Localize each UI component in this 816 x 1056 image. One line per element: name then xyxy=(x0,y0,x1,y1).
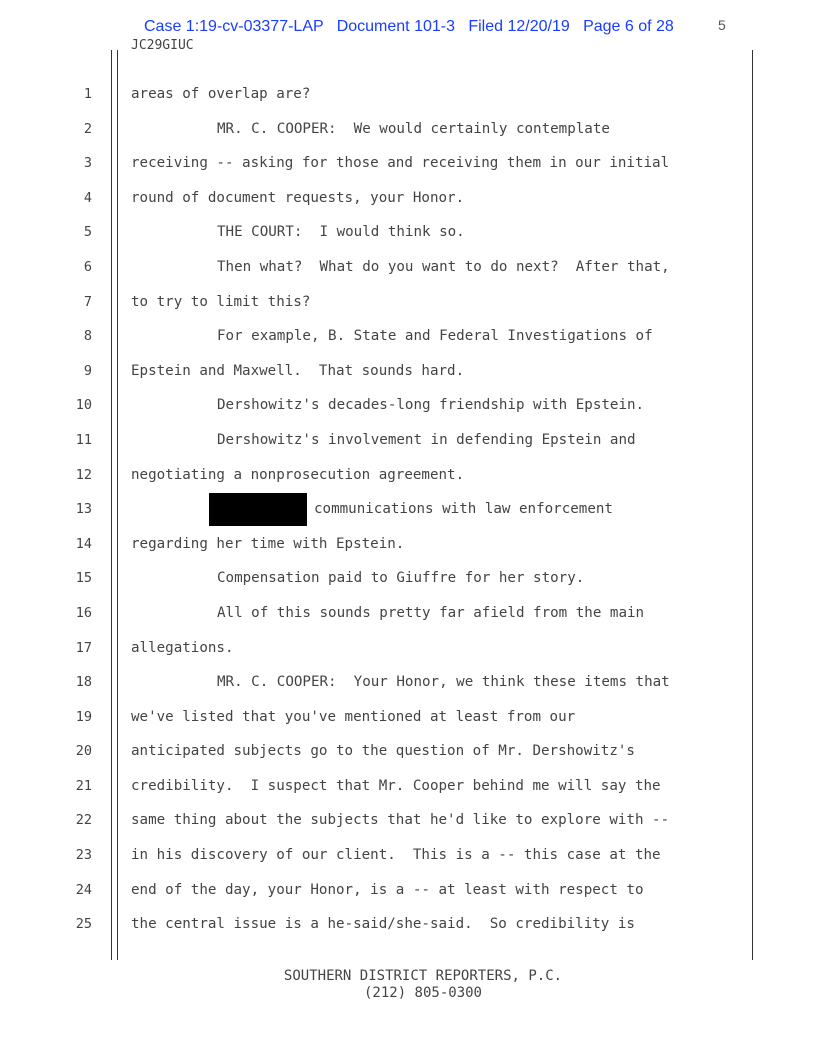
transcript-line xyxy=(0,632,816,667)
line-number: 3 xyxy=(83,155,92,172)
transcript-line xyxy=(0,804,816,839)
line-number: 20 xyxy=(75,743,92,760)
line-number: 7 xyxy=(83,293,92,310)
line-number: 19 xyxy=(75,708,92,725)
line-text: we've listed that you've mentioned at least from our xyxy=(131,708,576,725)
line-number: 23 xyxy=(75,847,92,864)
line-text: to try to limit this? xyxy=(131,293,311,310)
line-text: anticipated subjects go to the question of Mr. Dershowitz's xyxy=(131,743,635,760)
transcript-line xyxy=(0,874,816,909)
line-text: regarding her time with Epstein. xyxy=(131,535,405,552)
transcript-line xyxy=(0,424,816,459)
line-text: Epstein and Maxwell. That sounds hard. xyxy=(131,362,465,379)
transcript-line xyxy=(0,701,816,736)
line-text: same thing about the subjects that he'd like to explore with -- xyxy=(131,812,670,829)
line-number: 21 xyxy=(75,777,92,794)
line-number: 4 xyxy=(83,189,92,206)
line-text: All of this sounds pretty far afield from the main xyxy=(217,604,645,621)
line-number: 16 xyxy=(75,604,92,621)
line-number: 13 xyxy=(75,501,92,518)
line-text: in his discovery of our client. This is a -- this case at the xyxy=(131,847,661,864)
line-text: MR. C. COOPER: Your Honor, we think these items that xyxy=(217,674,670,691)
transcript-line xyxy=(0,908,816,943)
line-text: end of the day, your Honor, is a -- at least with respect to xyxy=(131,881,644,898)
line-number: 15 xyxy=(75,570,92,587)
line-text: negotiating a nonprosecution agreement. xyxy=(131,466,465,483)
transcript-line xyxy=(0,251,816,286)
line-number: 8 xyxy=(83,328,92,345)
line-number: 10 xyxy=(75,397,92,414)
line-text: receiving -- asking for those and receiving them in our initial xyxy=(131,155,670,172)
redaction-box xyxy=(209,493,307,526)
line-text: Dershowitz's decades-long friendship with Epstein. xyxy=(217,397,645,414)
transcript-line xyxy=(0,355,816,390)
transcript-line xyxy=(0,78,816,113)
transcript-line xyxy=(0,459,816,494)
transcript-line xyxy=(0,320,816,355)
line-number: 2 xyxy=(83,120,92,137)
reporter-name: SOUTHERN DISTRICT REPORTERS, P.C. xyxy=(283,968,563,984)
transcript-line xyxy=(0,839,816,874)
line-text: areas of overlap are? xyxy=(131,86,311,102)
transcript-line xyxy=(0,666,816,701)
line-text: round of document requests, your Honor. xyxy=(131,189,465,206)
footer xyxy=(0,968,816,1002)
transcript-line xyxy=(0,286,816,321)
transcript-line xyxy=(0,735,816,770)
transcript-line xyxy=(0,147,816,182)
line-number: 14 xyxy=(75,535,92,552)
transcript-body xyxy=(0,78,816,943)
transcript-line xyxy=(0,182,816,217)
line-text: THE COURT: I would think so. xyxy=(217,224,465,241)
transcript-line xyxy=(0,493,816,528)
transcript-line xyxy=(0,597,816,632)
line-text: Dershowitz's involvement in defending Epstein and xyxy=(217,431,636,448)
line-text: allegations. xyxy=(131,639,234,656)
line-number: 6 xyxy=(83,258,92,275)
line-number: 18 xyxy=(75,674,92,691)
line-number: 11 xyxy=(75,431,92,448)
line-text: For example, B. State and Federal Investigations of xyxy=(217,328,653,345)
transcript-line xyxy=(0,770,816,805)
line-text: MR. C. COOPER: We would certainly contemplate xyxy=(217,120,610,137)
transcript-page-number: 5 xyxy=(718,17,726,33)
line-number: 12 xyxy=(75,466,92,483)
case-code: JC29GIUC xyxy=(131,38,194,53)
line-text: the central issue is a he-said/she-said. So credibility is xyxy=(131,916,635,933)
line-number: 1 xyxy=(83,86,92,102)
line-text: credibility. I suspect that Mr. Cooper behind me will say the xyxy=(131,777,661,794)
line-number: 5 xyxy=(83,224,92,241)
transcript-line xyxy=(0,389,816,424)
line-number: 22 xyxy=(75,812,92,829)
line-text: Compensation paid to Giuffre for her story. xyxy=(217,570,585,587)
transcript-line xyxy=(0,562,816,597)
transcript-line xyxy=(0,113,816,148)
line-text: Then what? What do you want to do next? After that, xyxy=(217,258,670,275)
line-number: 9 xyxy=(83,362,92,379)
line-text: communications with law enforcement xyxy=(314,501,613,518)
reporter-phone: (212) 805-0300 xyxy=(363,985,482,1001)
transcript-line xyxy=(0,528,816,563)
line-number: 25 xyxy=(75,916,92,933)
transcript-line xyxy=(0,216,816,251)
line-number: 17 xyxy=(75,639,92,656)
filing-stamp: Case 1:19-cv-03377-LAP Document 101-3 Filed 12/20/19 Page 6 of 28 xyxy=(144,18,674,35)
line-number: 24 xyxy=(75,881,92,898)
